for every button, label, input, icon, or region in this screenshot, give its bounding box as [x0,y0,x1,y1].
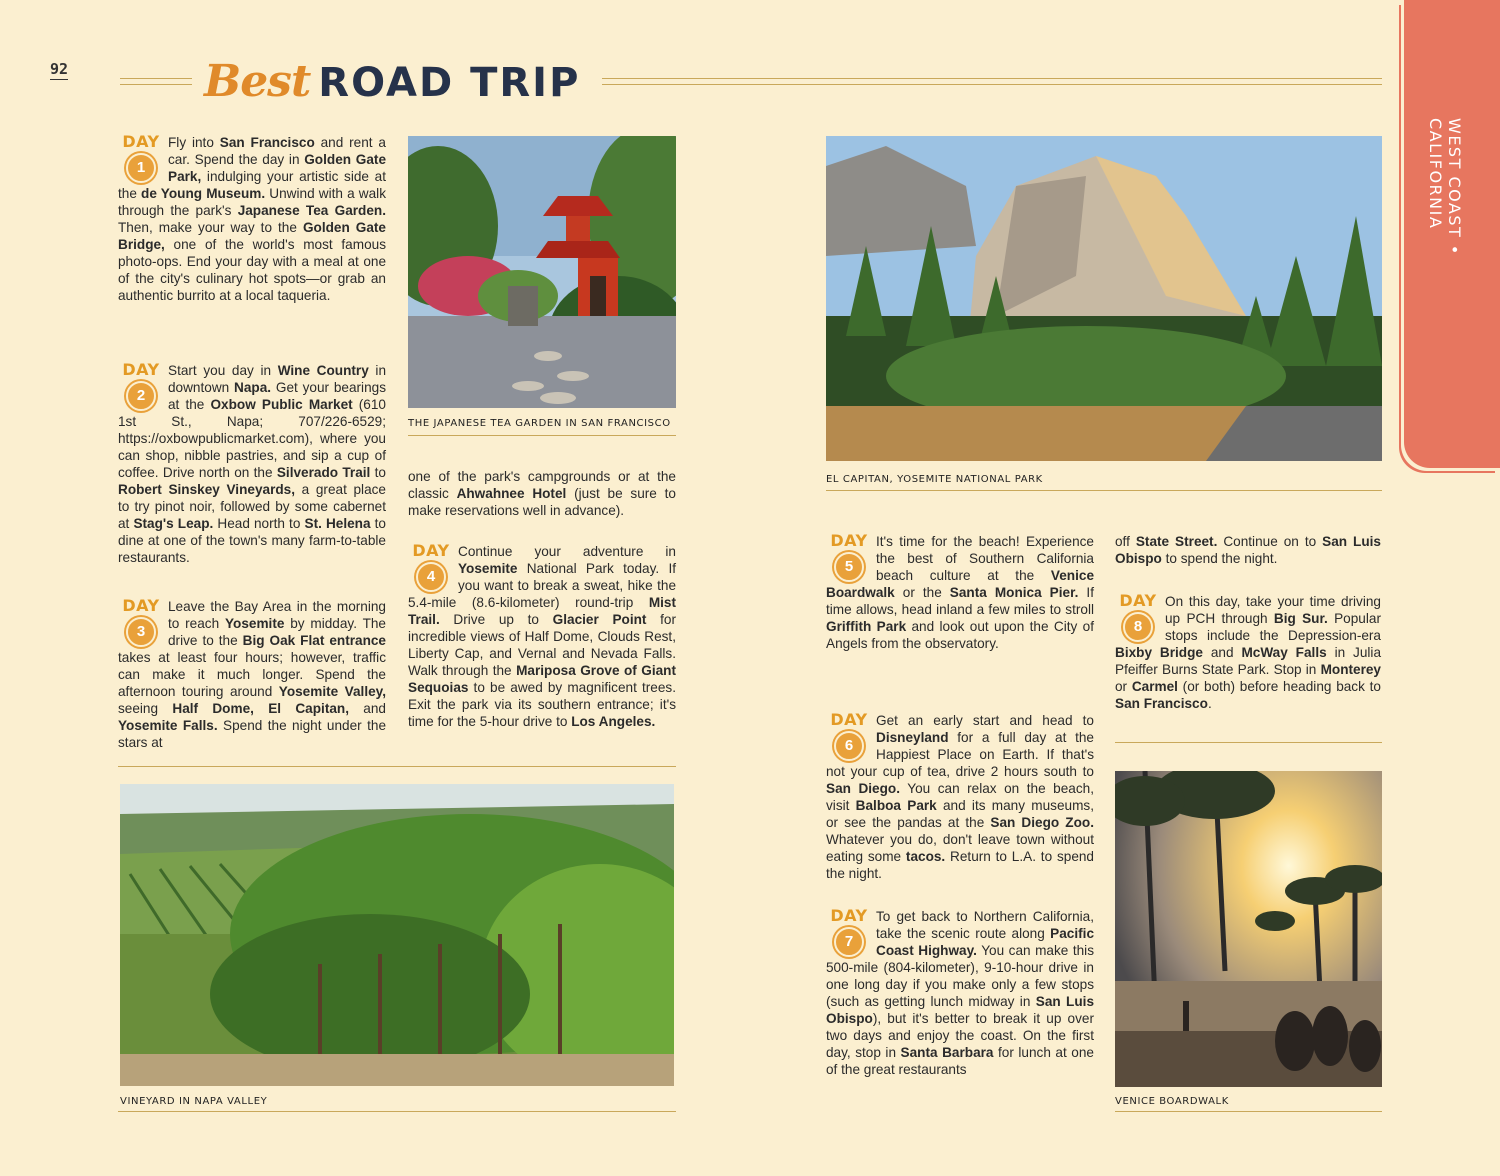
photo-venice-boardwalk [1115,771,1382,1087]
header-rule-right-top [602,78,1382,79]
day-1-text: Fly into San Francisco and rent a car. Spend the day in Golden Gate Park, indulging your artistic side at the de Young Museum. Unwind with a walk through the park's Japanese Tea Garden. Then, make your way to the Golden Gate Bridge, one of the world's most famous photo-ops. End your day with a meal at one of the city's culinary hot spots—or grab an authentic burrito at a local taqueria. [118,135,386,303]
caption-venice: VENICE BOARDWALK [1115,1096,1229,1107]
title-road-trip: ROAD TRIP [318,60,581,106]
caption-rule [826,490,1382,491]
title-best: Best [204,56,311,107]
day-3-entry [118,598,386,751]
day-number: 1 [126,153,156,183]
header-rule-right-bottom [602,84,1382,85]
day-number: 5 [834,552,864,582]
day-label: DAY [1119,591,1157,610]
day-number: 8 [1123,612,1153,642]
caption-vineyard: VINEYARD IN NAPA VALLEY [120,1096,268,1107]
day-4-text: Continue your adventure in Yosemite National Park today. If you want to break a sweat, hike the 5.4-mile (8.6-kilometer) round-trip Mist Trail. Drive up to Glacier Point for incredible views of Half Dome, Clouds Rest, Liberty Cap, and Vernal and Nevada Falls. Walk through the Mariposa Grove of Giant Sequoias to be awed by magnificent trees. Exit the park via its southern entrance; it's time for the 5-hour drive to Los Angeles. [408,544,676,729]
section-rule [118,766,676,767]
header-rule-left-bottom [120,84,192,85]
day-8-badge [1115,592,1161,642]
day-6-badge [826,711,872,761]
day-label: DAY [122,132,160,151]
day-7-text: To get back to Northern California, take the scenic route along Pacific Coast Highway. You can make this 500-mile (804-kilometer), 9-10-hour drive in one long day if you make only a few stops (such as getting lunch midway in San Luis Obispo), but it's better to break it up over two days and enjoy the coast. On the first day, stop in Santa Barbara for lunch at one of the great restaurants [826,909,1095,1077]
day-number: 3 [126,617,156,647]
day-label: DAY [122,360,160,379]
day-5-text: It's time for the beach! Experience the best of Southern California beach culture at the Venice Boardwalk or the Santa Monica Pier. If time allows, head inland a few miles to stroll Griffith Park and look out upon the City of Angels from the observatory. [826,534,1094,651]
day-8-entry [1115,593,1381,712]
caption-el-capitan: EL CAPITAN, YOSEMITE NATIONAL PARK [826,474,1043,485]
day-7-continuation [1115,533,1381,567]
caption-tea-garden: THE JAPANESE TEA GARDEN IN SAN FRANCISCO [408,418,671,429]
day-number: 4 [416,562,446,592]
header-rule-left-top [120,78,192,79]
photo-vineyard-napa [120,784,674,1086]
day-4-badge [408,542,454,592]
day-3-continuation-text: one of the park's campgrounds or at the classic Ahwahnee Hotel (just be sure to make reservations well in advance). [408,469,676,518]
caption-rule [408,435,676,436]
day-1-badge [118,133,164,183]
day-8-text: On this day, take your time driving up PCH through Big Sur. Popular stops include the Depression-era Bixby Bridge and McWay Falls in Julia Pfeiffer Burns State Park. Stop in Monterey or Carmel (or both) before heading back to San Francisco. [1115,594,1382,711]
day-7-continuation-text: off State Street. Continue on to San Luis Obispo to spend the night. [1115,534,1381,566]
day-3-badge [118,597,164,647]
page-title [204,56,580,107]
day-3-continuation [408,468,676,519]
day-4-entry [408,543,676,730]
day-label: DAY [412,541,450,560]
page-number-left: 92 [50,60,69,78]
day-6-entry [826,712,1094,882]
day-5-entry [826,533,1094,652]
day-6-text: Get an early start and head to Disneyland for a full day at the Happiest Place on Earth. If that's not your cup of tea, drive 2 hours south to San Diego. You can relax on the beach, visit Balboa Park and its many museums, or see the pandas at the San Diego Zoo. Whatever you do, don't leave town without eating some tacos. Return to L.A. to spend the night. [826,713,1094,881]
day-1-entry [118,134,386,304]
section-rule [1115,742,1382,743]
day-number: 6 [834,731,864,761]
day-7-badge [826,907,872,957]
day-label: DAY [830,906,868,925]
day-3-text: Leave the Bay Area in the morning to reach Yosemite by midday. The drive to the Big Oak Flat entrance takes at least four hours; however, traffic can make it much longer. Spend the afternoon touring around Yosemite Valley, seeing Half Dome, El Capitan, and Yosemite Falls. Spend the night under the stars at [118,599,387,750]
day-number: 2 [126,381,156,411]
caption-rule [1115,1111,1382,1112]
day-number: 7 [834,927,864,957]
section-tab-label: WEST COAST • CALIFORNIA [1426,118,1464,256]
day-label: DAY [830,531,868,550]
photo-japanese-tea-garden [408,136,676,408]
photo-el-capitan [826,136,1382,461]
day-label: DAY [830,710,868,729]
caption-rule [118,1111,676,1112]
day-2-text: Start you day in Wine Country in downtown Napa. Get your bearings at the Oxbow Public Market (610 1st St., Napa; 707/226-6529; https://oxbowpublicmarket.com), where you can shop, nibble pastries, and sip a cup of coffee. Drive north on the Silverado Trail to Robert Sinskey Vineyards, a great place to try pinot noir, followed by some cabernet at Stag's Leap. Head north to St. Helena to dine at one of the town's many farm-to-table restaurants. [118,363,387,565]
day-5-badge [826,532,872,582]
day-2-badge [118,361,164,411]
day-2-entry [118,362,386,566]
day-7-entry [826,908,1094,1078]
day-label: DAY [122,596,160,615]
